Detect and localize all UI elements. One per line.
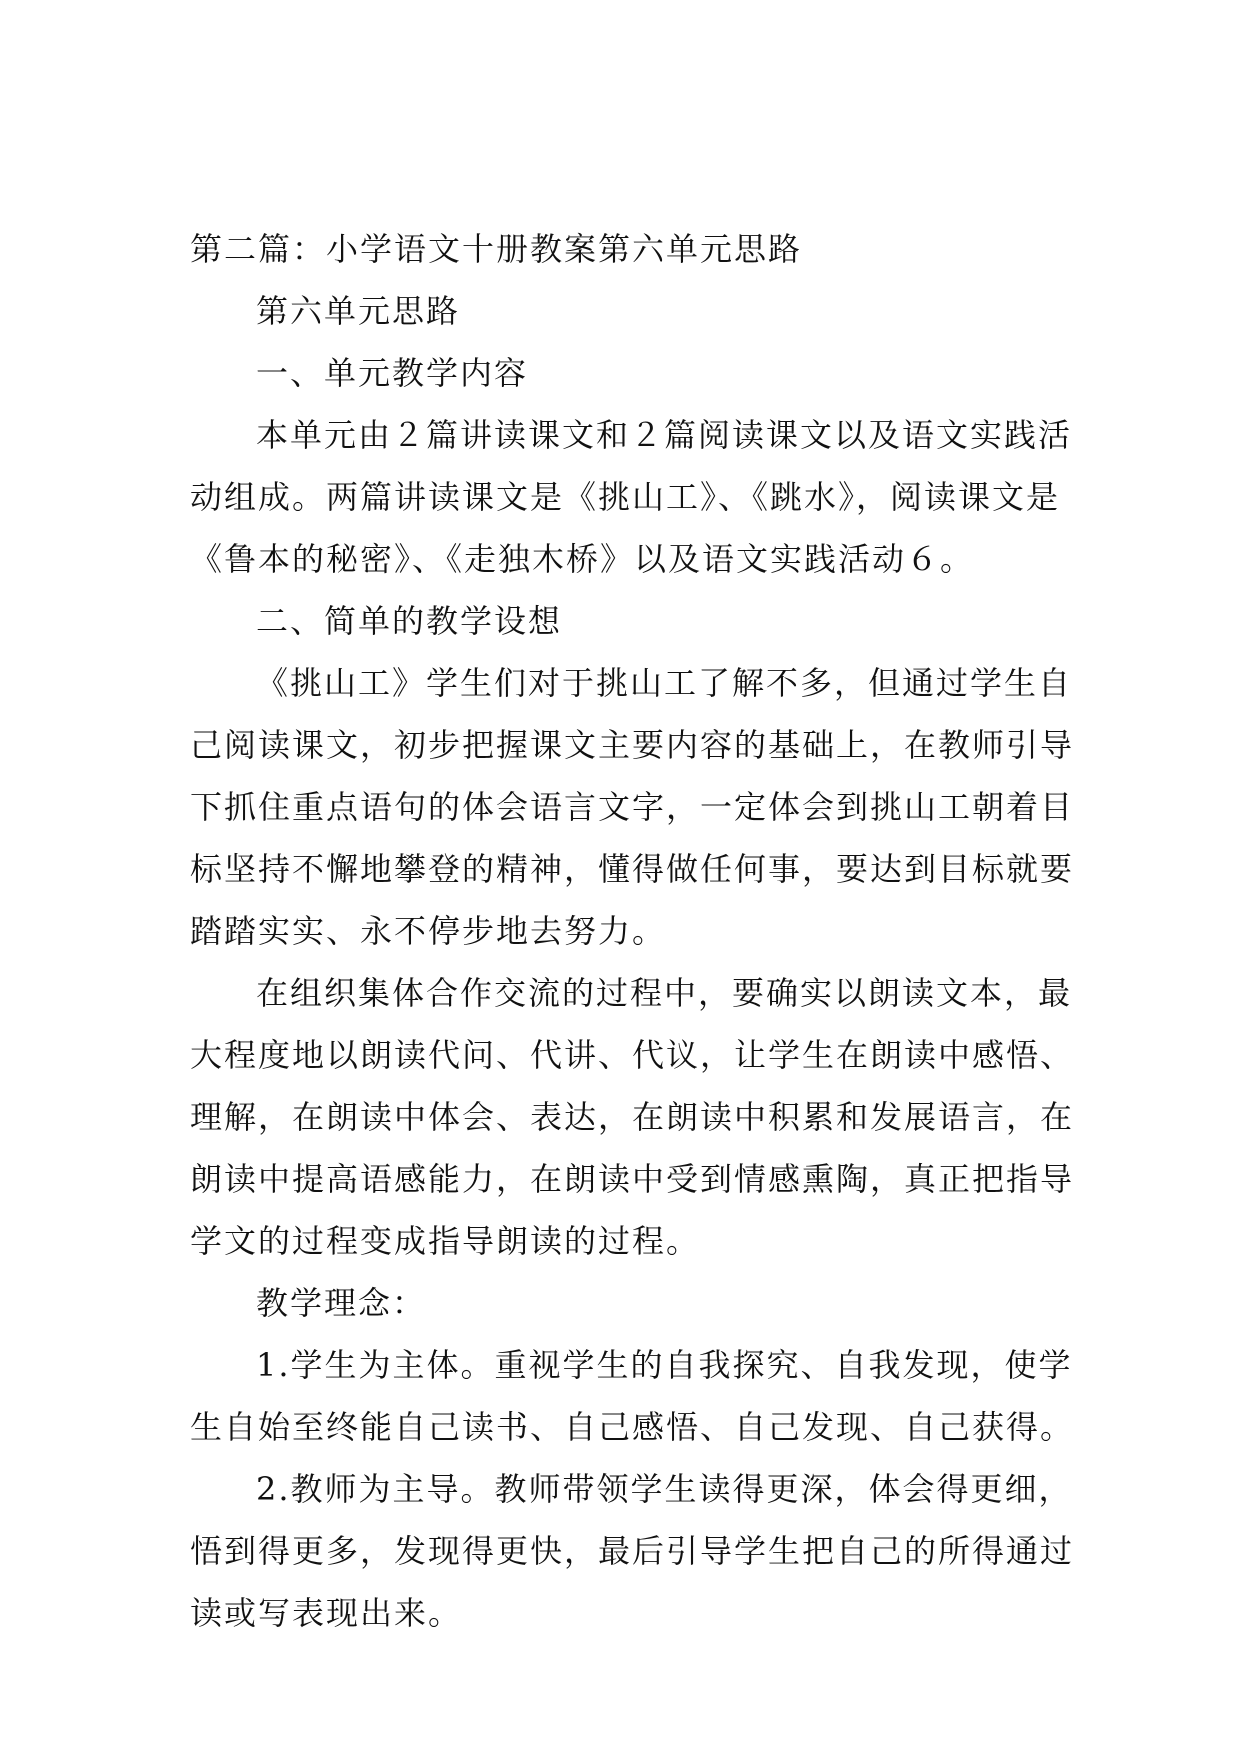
text-line: 悟到得更多，发现得更快，最后引导学生把自己的所得通过 [190,1532,1075,1570]
text-line: 教学理念： [256,1284,427,1322]
text-line: 一、单元教学内容 [256,354,529,392]
text-line: 二、简单的教学设想 [256,602,563,640]
text-line: 2.教师为主导。教师带领学生读得更深，体会得更细， [256,1470,1073,1508]
document-title: 第二篇：小学语文十册教案第六单元思路 [190,230,803,268]
text-line: 1.学生为主体。重视学生的自我探究、自我发现，使学 [256,1346,1073,1384]
text-line: 标坚持不懈地攀登的精神，懂得做任何事，要达到目标就要 [190,850,1075,888]
text-line: 在组织集体合作交流的过程中，要确实以朗读文本，最 [256,974,1073,1012]
text-line: 读或写表现出来。 [190,1594,463,1632]
document-lines [190,280,1075,1644]
text-line: 本单元由２篇讲读课文和２篇阅读课文以及语文实践活 [256,416,1073,454]
text-line: 第六单元思路 [256,292,461,330]
text-line: 己阅读课文，初步把握课文主要内容的基础上，在教师引导 [190,726,1075,764]
text-line: 《挑山工》学生们对于挑山工了解不多，但通过学生自 [256,664,1073,702]
text-line: 理解，在朗读中体会、表达，在朗读中积累和发展语言，在 [190,1098,1075,1136]
text-line: 踏踏实实、永不停步地去努力。 [190,912,667,950]
text-line: 学文的过程变成指导朗读的过程。 [190,1222,701,1260]
text-line: 《鲁本的秘密》、《走独木桥》以及语文实践活动６。 [190,540,975,578]
document-body [190,218,1075,1644]
text-line: 生自始至终能自己读书、自己感悟、自己发现、自己获得。 [190,1408,1075,1446]
text-line: 大程度地以朗读代问、代讲、代议，让学生在朗读中感悟、 [190,1036,1075,1074]
text-line: 下抓住重点语句的体会语言文字，一定体会到挑山工朝着目 [190,788,1075,826]
text-line: 朗读中提高语感能力，在朗读中受到情感熏陶，真正把指导 [190,1160,1075,1198]
text-line: 动组成。两篇讲读课文是《挑山工》、《跳水》，阅读课文是 [190,478,1061,516]
